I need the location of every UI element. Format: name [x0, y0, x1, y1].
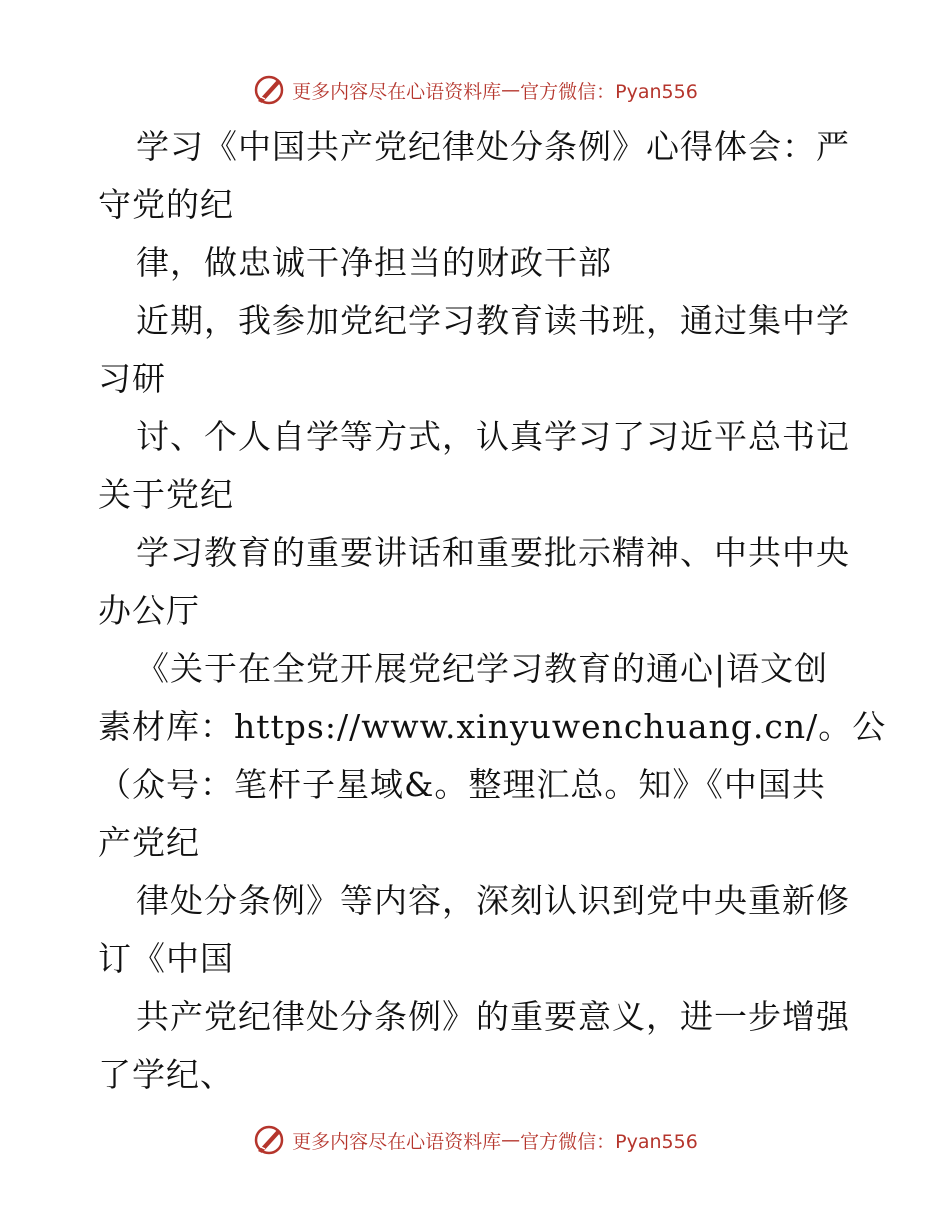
quill-seal-icon: [252, 1123, 286, 1157]
banner-wechat: 官方微信：Pyan556: [520, 1130, 698, 1153]
text-line: 学习《中国共产党纪律处分条例》心得体会：严: [136, 127, 850, 166]
footer-banner: [0, 1120, 950, 1160]
text-line: 素材库：https://www.xinyuwenchuang.cn/。公: [98, 707, 887, 746]
banner-separator: —: [501, 79, 521, 101]
text-line: 守党的纪: [98, 185, 234, 224]
banner-text: 更多内容尽在心语资料库: [292, 1130, 502, 1153]
text-line: 近期，我参加党纪学习教育读书班，通过集中学: [136, 301, 850, 340]
text-line: 了学纪、: [98, 1055, 234, 1094]
banner-wechat: 官方微信：Pyan556: [520, 80, 698, 103]
text-line: 律，做忠诚干净担当的财政干部: [136, 243, 612, 282]
text-line: 讨、个人自学等方式，认真学习了习近平总书记: [136, 417, 850, 456]
text-line: （众号：笔杆子星域&。整理汇总。知》《中国共: [98, 765, 826, 804]
text-line: 订《中国: [98, 939, 234, 978]
text-line: 《关于在全党开展党纪学习教育的通心|语文创: [136, 649, 829, 688]
text-line: 学习教育的重要讲话和重要批示精神、中共中央: [136, 533, 850, 572]
text-line: 习研: [98, 359, 166, 398]
document-body: [98, 118, 887, 1104]
quill-seal-icon: [252, 73, 286, 107]
text-line: 产党纪: [98, 823, 200, 862]
text-line: 办公厅: [98, 591, 200, 630]
text-line: 关于党纪: [98, 475, 234, 514]
text-line: 律处分条例》等内容，深刻认识到党中央重新修: [136, 881, 850, 920]
banner-text: 更多内容尽在心语资料库: [292, 80, 502, 103]
header-banner: [0, 70, 950, 110]
banner-separator: —: [501, 1129, 521, 1151]
text-line: 共产党纪律处分条例》的重要意义，进一步增强: [136, 997, 850, 1036]
